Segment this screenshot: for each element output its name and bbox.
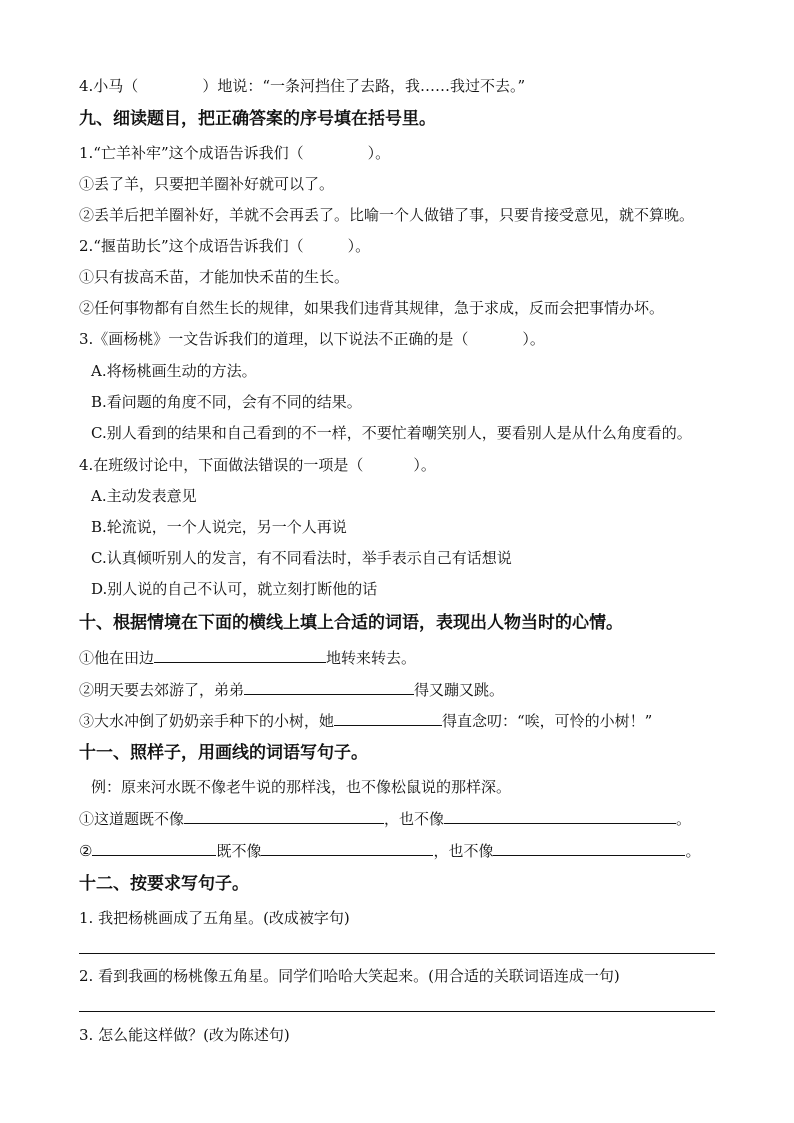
section11-title: 十一、照样子，用画线的词语写句子。 <box>79 743 368 763</box>
q10-3 <box>79 710 652 731</box>
fill-blank[interactable] <box>444 808 676 824</box>
q10-1-text-b: 地转来转去。 <box>326 649 417 667</box>
q11-1 <box>79 808 691 829</box>
answer-line[interactable] <box>79 1011 715 1012</box>
fill-blank[interactable] <box>261 840 433 856</box>
q9-4-option-b: B.轮流说，一个人说完，另一个人再说 <box>91 518 347 536</box>
q10-3-text-a: ③大水冲倒了奶奶亲手种下的小树，她 <box>79 712 335 730</box>
q9-3 <box>79 329 545 349</box>
q11-2-text-b: 既不像 <box>216 842 262 860</box>
q9-2-option-2: ②任何事物都有自然生长的规律，如果我们违背其规律，急于求成，反而会把事情办坏。 <box>79 299 665 317</box>
section12-title: 十二、按要求写句子。 <box>79 874 249 894</box>
q12-3: 3. 怎么能这样做？(改为陈述句) <box>79 1026 290 1044</box>
q9-3-text-b: ）。 <box>522 330 545 348</box>
q11-1-text-b: ，也不像 <box>384 810 445 828</box>
section10-title: 十、根据情境在下面的横线上填上合适的词语，表现出人物当时的心情。 <box>79 613 623 633</box>
fill-blank[interactable] <box>92 840 216 856</box>
q9-4-text-b: ）。 <box>413 456 436 474</box>
fill-blank[interactable] <box>334 710 442 726</box>
fill-blank[interactable] <box>244 679 414 695</box>
q11-example: 例：原来河水既不像老牛说的那样浅，也不像松鼠说的那样深。 <box>91 778 512 796</box>
q8-item4-text-a: 4.小马（ <box>79 77 139 95</box>
q11-1-text-a: ①这道题既不像 <box>79 810 185 828</box>
q9-4-option-a: A.主动发表意见 <box>91 487 197 505</box>
q9-1-option-1: ①丢了羊，只要把羊圈补好就可以了。 <box>79 175 335 193</box>
q9-1-text-a: 1.“亡羊补牢”这个成语告诉我们（ <box>79 144 304 162</box>
q9-2-text-b: ）。 <box>347 237 371 255</box>
q9-4 <box>79 455 436 475</box>
fill-blank[interactable] <box>154 647 326 663</box>
q12-2: 2. 看到我画的杨桃像五角星。同学们哈哈大笑起来。(用合适的关联词语连成一句) <box>79 967 620 985</box>
q9-1 <box>79 143 390 163</box>
answer-line[interactable] <box>79 953 715 954</box>
q8-item4 <box>79 76 525 96</box>
q9-3-text-a: 3.《画杨桃》一文告诉我们的道理，以下说法不正确的是（ <box>79 330 469 348</box>
q9-1-text-b: ）。 <box>367 144 391 162</box>
q11-2-text-c: ，也不像 <box>433 842 494 860</box>
fill-blank[interactable] <box>184 808 384 824</box>
q12-1: 1. 我把杨桃画成了五角星。(改成被字句) <box>79 909 350 927</box>
q9-2-option-1: ①只有拔高禾苗，才能加快禾苗的生长。 <box>79 268 350 286</box>
q8-item4-text-b: ）地说：“一条河挡住了去路，我……我过不去。” <box>202 77 526 95</box>
q10-3-text-b: 得直念叨：“唉，可怜的小树！” <box>442 712 653 730</box>
q11-2-text-a: ② <box>79 842 93 860</box>
q9-3-option-b: B.看问题的角度不同，会有不同的结果。 <box>91 393 362 411</box>
q9-3-option-a: A.将杨桃画生动的方法。 <box>91 362 257 380</box>
q10-1 <box>79 647 416 668</box>
q9-2 <box>79 236 370 256</box>
fill-blank[interactable] <box>493 840 685 856</box>
q11-2 <box>79 840 701 861</box>
q11-1-text-c: 。 <box>676 810 692 828</box>
q10-2-text-a: ②明天要去郊游了，弟弟 <box>79 681 245 699</box>
q9-3-option-c: C.别人看到的结果和自己看到的不一样，不要忙着嘲笑别人，要看别人是从什么角度看的。 <box>91 424 692 442</box>
q9-4-text-a: 4.在班级讨论中，下面做法错误的一项是（ <box>79 456 364 474</box>
q9-4-option-c: C.认真倾听别人的发言，有不同看法时，举手表示自己有话想说 <box>91 549 512 567</box>
section9-title: 九、细读题目，把正确答案的序号填在括号里。 <box>79 109 436 129</box>
q9-4-option-d: D.别人说的自己不认可，就立刻打断他的话 <box>91 580 378 598</box>
q10-1-text-a: ①他在田边 <box>79 649 155 667</box>
q9-2-text-a: 2.“揠苗助长”这个成语告诉我们（ <box>79 237 304 255</box>
q10-2 <box>79 679 504 700</box>
q10-2-text-b: 得又蹦又跳。 <box>414 681 505 699</box>
q9-1-option-2: ②丢羊后把羊圈补好，羊就不会再丢了。比喻一个人做错了事，只要肯接受意见，就不算晚。 <box>79 206 695 224</box>
q11-2-text-d: 。 <box>685 842 701 860</box>
